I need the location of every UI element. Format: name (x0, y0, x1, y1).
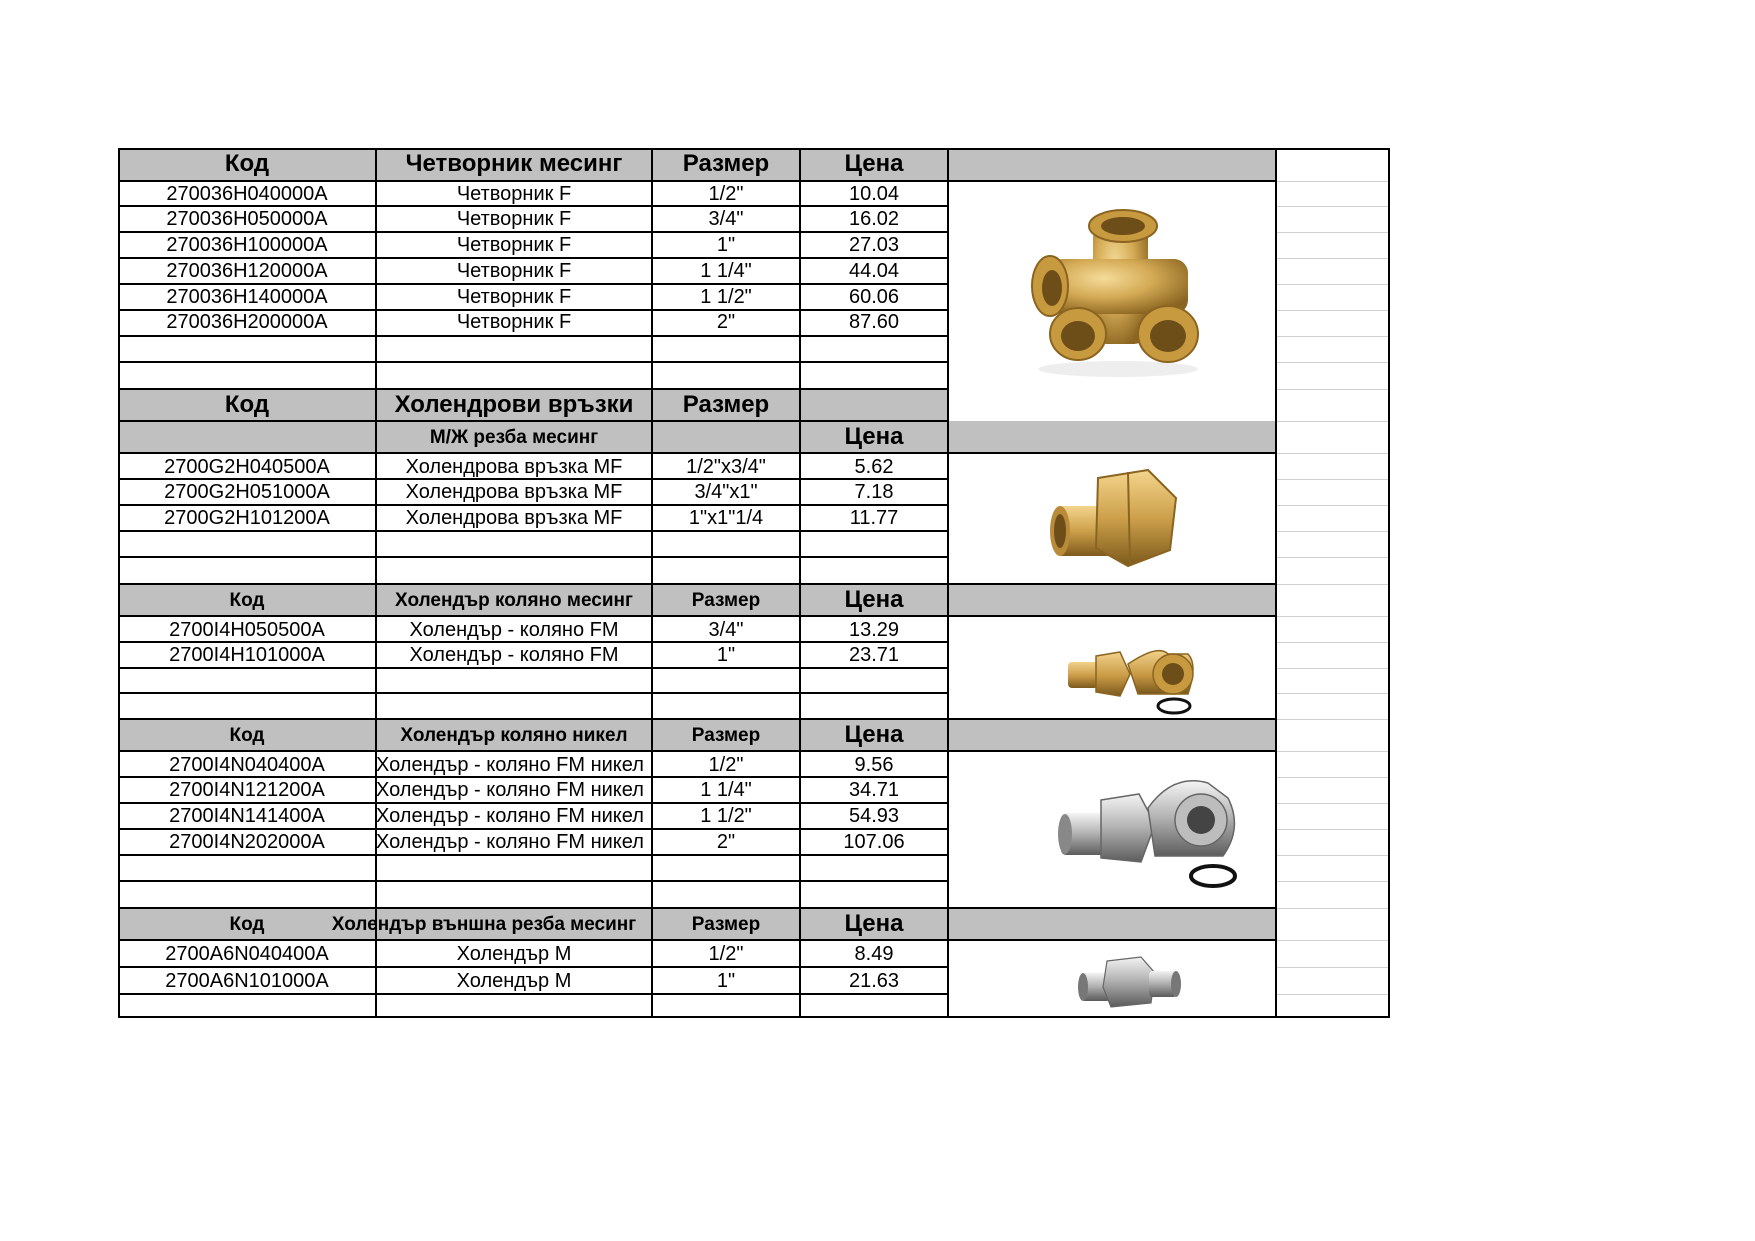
table-border (118, 420, 948, 422)
section3-header-price: Цена (800, 584, 948, 616)
table-row-name: Четворник F (456, 260, 572, 282)
table-row-size: 3/4" (708, 618, 744, 641)
grid-line (1276, 751, 1390, 752)
table-border (118, 641, 948, 643)
table-border (118, 478, 948, 480)
table-row-price: 11.77 (849, 507, 899, 529)
table-border (118, 452, 1276, 454)
grid-line (1276, 642, 1390, 643)
grid-line (1276, 284, 1390, 285)
grid-line (1276, 232, 1390, 233)
table-row-size: 1 1/2" (700, 805, 752, 827)
table-row-name: Четворник F (456, 311, 572, 333)
table-row-size: 2" (716, 311, 736, 333)
section2-header-empty (800, 389, 948, 421)
table-row-name: Холендър - коляно FM никел (376, 805, 644, 827)
section5-header-size: Размер (652, 908, 800, 940)
grid-line (1276, 505, 1390, 506)
nickel-union-straight-photo (1063, 943, 1193, 1013)
table-border (118, 854, 948, 856)
grid-line (1276, 362, 1390, 363)
grid-line (1276, 940, 1390, 941)
grid-line (1276, 206, 1390, 207)
table-row-price: 23.71 (848, 644, 900, 666)
table-row-name: Холендър - коляно FM (409, 618, 619, 641)
section4-header-price: Цена (800, 719, 948, 751)
table-row-size: 1/2" (708, 753, 744, 776)
table-row-name: Четворник F (456, 208, 572, 230)
grid-line (1276, 479, 1390, 480)
table-row-size: 1/2"x3/4" (686, 455, 766, 478)
section1-header-price: Цена (800, 148, 948, 180)
table-row-name: Холендър - коляно FM никел (376, 779, 644, 801)
table-border (118, 583, 1276, 585)
table-border (118, 1016, 1390, 1018)
table-row-price: 16.02 (848, 208, 900, 230)
table-border (118, 283, 948, 285)
table-row-size: 1"x1"1/4 (688, 507, 764, 529)
table-row-price: 9.56 (854, 753, 894, 776)
table-border (118, 530, 948, 532)
table-row-code: 2700A6N101000A (165, 969, 329, 992)
section2-header-image-cell (948, 421, 1276, 453)
section2-subheader-name: М/Ж резба месинг (376, 421, 652, 453)
table-row-name: Холендрова връзка MF (405, 481, 623, 503)
table-row-code: 2700A6N040400A (165, 943, 329, 965)
section2-header-code: Код (118, 389, 376, 421)
table-border (118, 667, 948, 669)
table-border (118, 776, 948, 778)
table-border (118, 504, 948, 506)
section3-header-image-cell (948, 584, 1276, 616)
table-row-price: 60.06 (848, 286, 900, 308)
section2-header-name: Холендрови връзки (376, 389, 652, 421)
section2-subheader-price: Цена (800, 421, 948, 453)
table-row-size: 1 1/4" (700, 260, 752, 282)
table-border (118, 231, 948, 233)
grid-line (1276, 531, 1390, 532)
table-border (118, 966, 948, 968)
brass-cross-fitting-photo (1018, 184, 1218, 384)
table-row-size: 1" (716, 969, 736, 992)
table-border (118, 993, 948, 995)
table-border (947, 148, 949, 1018)
table-border (118, 939, 1276, 941)
table-row-price: 27.03 (848, 234, 900, 256)
table-row-size: 1 1/2" (700, 286, 752, 308)
section3-header-size: Размер (652, 584, 800, 616)
grid-line (1276, 719, 1390, 720)
table-row-code: 2700I4N121200A (169, 779, 325, 801)
section5-header-image-cell (948, 908, 1276, 940)
table-border (118, 750, 1276, 752)
table-row-code: 270036H050000A (166, 208, 328, 230)
table-row-code: 270036H120000A (166, 260, 328, 282)
table-row-code: 270036H040000A (166, 182, 328, 205)
brass-union-connector-photo (1038, 458, 1188, 578)
table-row-code: 270036H140000A (166, 286, 328, 308)
section4-header-code: Код (118, 719, 376, 751)
table-row-size: 1" (716, 644, 736, 666)
section2-subheader-empty (118, 421, 376, 453)
brass-union-elbow-photo (1058, 624, 1248, 714)
table-border (118, 828, 948, 830)
table-row-price: 5.62 (854, 455, 894, 478)
table-row-code: 270036H200000A (166, 311, 328, 333)
table-border (375, 148, 377, 1018)
grid-line (1276, 584, 1390, 585)
grid-line (1276, 181, 1390, 182)
table-border (118, 692, 948, 694)
table-border (118, 309, 948, 311)
table-row-price: 44.04 (848, 260, 900, 282)
table-row-code: 2700I4H101000A (169, 644, 325, 666)
table-border (118, 802, 948, 804)
table-row-size: 2" (716, 831, 736, 853)
section4-header-size: Размер (652, 719, 800, 751)
grid-line (1276, 967, 1390, 968)
table-row-code: 2700I4N040400A (169, 753, 325, 776)
table-row-price: 107.06 (843, 831, 905, 853)
section1-header-size: Размер (652, 148, 800, 180)
brass-cross-fitting-icon (1018, 184, 1218, 384)
table-row-price: 87.60 (848, 311, 900, 333)
table-row-size: 1" (716, 234, 736, 256)
table-row-name: Холендър - коляно FM никел (376, 753, 644, 776)
table-border (651, 148, 653, 1018)
table-border (118, 556, 948, 558)
table-row-price: 8.49 (854, 943, 894, 965)
table-row-name: Четворник F (456, 234, 572, 256)
table-border (118, 148, 120, 1018)
table-border (118, 615, 1276, 617)
table-row-code: 270036H100000A (166, 234, 328, 256)
table-row-price: 21.63 (848, 969, 900, 992)
grid-line (1276, 421, 1390, 422)
table-row-name: Холендрова връзка MF (405, 455, 623, 478)
section1-header-name: Четворник месинг (376, 148, 652, 180)
table-row-code: 2700G2H040500A (164, 455, 330, 478)
price-list-sheet (118, 148, 1390, 1018)
table-border (118, 718, 1276, 720)
table-row-code: 2700I4N202000A (169, 831, 325, 853)
section4-header-name: Холендър коляно никел (376, 719, 652, 751)
grid-line (1276, 336, 1390, 337)
table-row-name: Холендър - коляно FM (409, 644, 619, 666)
table-row-size: 1/2" (708, 943, 744, 965)
table-row-name: Холендър М (456, 969, 572, 992)
table-border (118, 335, 948, 337)
section5-header-name (331, 908, 652, 940)
table-row-price: 13.29 (848, 618, 900, 641)
section1-header-image-cell (948, 148, 1276, 180)
table-border (1388, 148, 1390, 1018)
grid-line (1276, 777, 1390, 778)
table-row-name: Четворник F (456, 182, 572, 205)
grid-line (1276, 829, 1390, 830)
table-row-code: 2700I4H050500A (169, 618, 325, 641)
table-row-name: Холендър М (456, 943, 572, 965)
table-row-price: 34.71 (848, 779, 900, 801)
table-row-size: 3/4" (708, 208, 744, 230)
table-row-size: 1/2" (708, 182, 744, 205)
grid-line (1276, 668, 1390, 669)
table-border (118, 880, 948, 882)
table-border (118, 257, 948, 259)
grid-line (1276, 557, 1390, 558)
section5-header-price: Цена (800, 908, 948, 940)
brass-union-connector-icon (1038, 458, 1188, 578)
table-row-price: 10.04 (848, 182, 900, 205)
section5-header-code: Код (118, 908, 376, 940)
table-row-name: Четворник F (456, 286, 572, 308)
table-border (799, 148, 801, 1018)
nickel-union-elbow-photo (1043, 758, 1263, 898)
table-row-size: 1 1/4" (700, 779, 752, 801)
grid-line (1276, 881, 1390, 882)
table-row-name: Холендър - коляно FM никел (376, 831, 644, 853)
grid-line (1276, 855, 1390, 856)
section1-header-code: Код (118, 148, 376, 180)
section4-header-image-cell (948, 719, 1276, 751)
nickel-union-straight-icon (1063, 943, 1193, 1013)
section3-header-code: Код (118, 584, 376, 616)
table-border (118, 148, 1390, 150)
section2-header-size: Размер (652, 389, 800, 421)
section3-header-name: Холендър коляно месинг (376, 584, 652, 616)
grid-line (1276, 616, 1390, 617)
grid-line (1276, 310, 1390, 311)
section5-header-name-text: Холендър външна резба месинг (331, 913, 637, 935)
table-border (118, 205, 948, 207)
table-border (118, 907, 1276, 909)
grid-line (1276, 258, 1390, 259)
nickel-union-elbow-icon (1043, 758, 1263, 898)
table-row-code: 2700G2H051000A (164, 481, 330, 503)
table-border (1275, 148, 1277, 1018)
table-row-code: 2700G2H101200A (164, 507, 330, 529)
grid-line (1276, 908, 1390, 909)
table-row-code: 2700I4N141400A (169, 805, 325, 827)
section2-subheader-empty (652, 421, 800, 453)
grid-line (1276, 803, 1390, 804)
table-border (118, 361, 948, 363)
grid-line (1276, 693, 1390, 694)
table-row-size: 3/4"x1" (694, 481, 758, 503)
grid-line (1276, 453, 1390, 454)
grid-line (1276, 994, 1390, 995)
table-border (118, 388, 948, 390)
table-row-price: 54.93 (848, 805, 900, 827)
table-row-name: Холендрова връзка MF (405, 507, 623, 529)
table-border (118, 180, 1276, 182)
grid-line (1276, 389, 1390, 390)
brass-union-elbow-icon (1058, 624, 1248, 714)
table-row-price: 7.18 (854, 481, 894, 503)
